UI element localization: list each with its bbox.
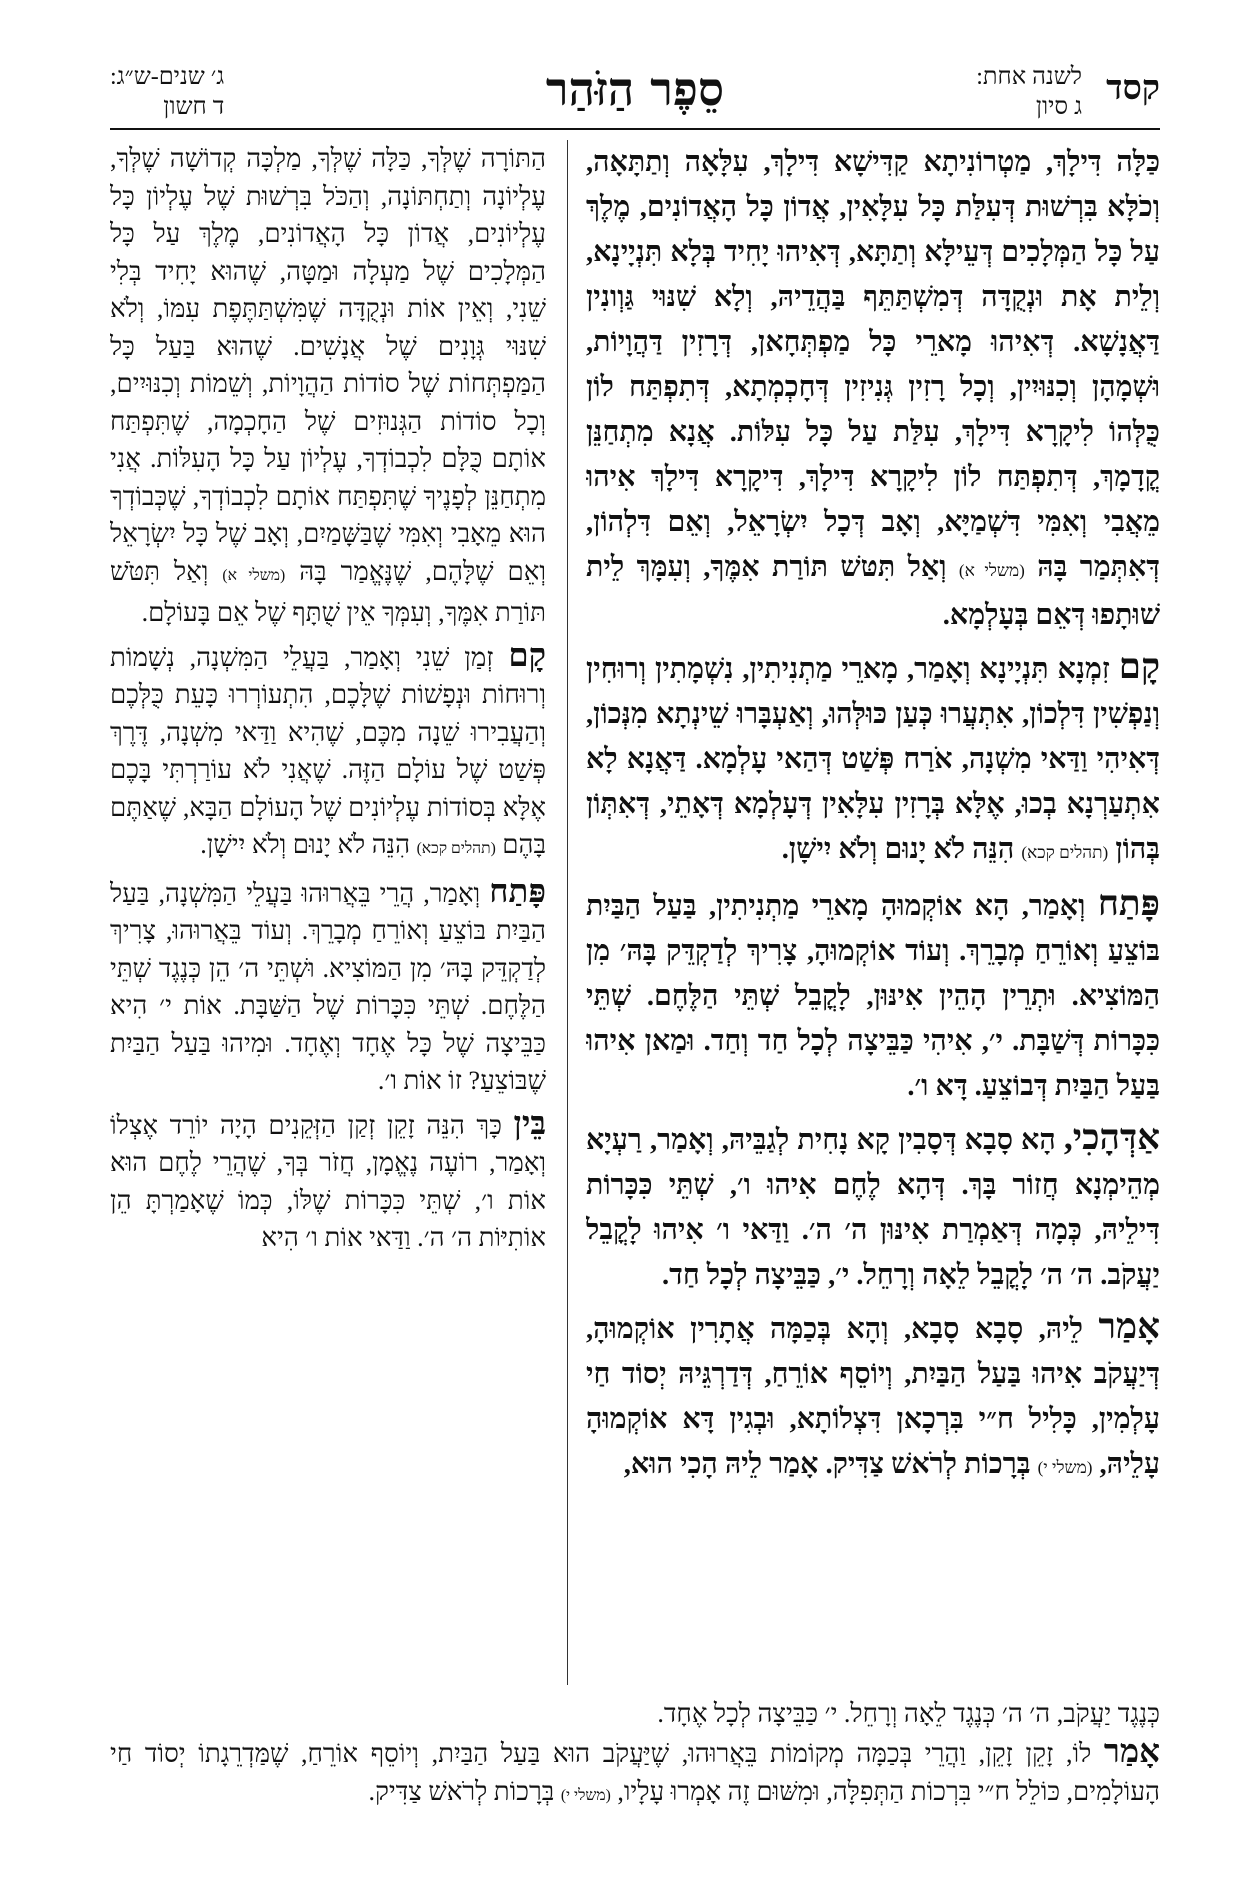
- hebrew-p2-head: קָם: [508, 637, 546, 674]
- hebrew-column: [110, 140, 546, 1695]
- aramaic-column: [586, 140, 1160, 1695]
- hebrew-p1-end: וְאַל תִּטֹּשׁ תּוֹרַת אִמֶּךָ, וְעִמְּךָ אֵין שֻׁתָּף שֶׁל אֵם בָּעוֹלָם.: [110, 556, 546, 627]
- aramaic-p5-text: לֵיהּ, סָבָא סָבָא, וְהָא בְּכַמָּה אֲתָרִין אוֹקְמוּהָ, דְּיַעֲקֹב אִיהוּ בַּעַל הַבַּיִת, וְיוֹסֵף אוֹרֵחַ, דְּדַרְגֵּיהּ יְסוֹד חַי עָלְמִין, כָּלִיל ח״י בִּרְכָאן דִּצְלוֹתָא, וּבְגִין דָּא אוֹקְמוּהָ עָלֵיהּ,: [586, 1314, 1160, 1480]
- bottom-line-1: כְּנֶגֶד יַעֲקֹב, ה׳ ה׳ כְּנֶגֶד לֵאָה וְרָחֵל. י׳ כַּבֵּיצָה לְכָל אֶחָד.: [657, 1699, 1160, 1728]
- aramaic-paragraph-2: [586, 644, 1160, 875]
- hebrew-paragraph-1: [110, 140, 546, 632]
- bottom-paragraph-2: [110, 1733, 1160, 1815]
- aramaic-p4-head: אַדְּהָכִי,: [1063, 1117, 1160, 1157]
- aramaic-p1-ref: (משלי א): [958, 561, 1025, 580]
- aramaic-p3-head: פָּתַח: [1097, 883, 1160, 923]
- aramaic-p2-head: קָם: [1118, 646, 1160, 686]
- aramaic-p5-head: אָמַר: [1098, 1306, 1160, 1346]
- page-header: [110, 62, 1160, 132]
- header-left-line1: ג׳ שנים-ש״ג:: [110, 64, 225, 90]
- aramaic-p2-text: זִמְנָא תִּנְיָינָא וְאָמַר, מָארֵי מַתְנִיתִין, נִשְׁמָתִין וְרוּחִין וְנַפְשִׁין דִּלְכוֹן, אִתְעֲרוּ כְּעַן כּוּלְּהוּ, וְאַעְבָּרוּ שֵׁינְתָא מִנְּכוֹן, דְּאִיהִי וַדַּאי מִשְׁנָה, אֹרַח פְּשַׁט דְּהַאי עָלְמָא. דַּאֲנָא לָא אִתְעַרְנָא בְכוּ, אֶלָּא בְּרָזִין עִלָּאִין דְּעָלְמָא דְּאָתֵי, דְּאִתְּוֹן בְּהוֹן: [586, 654, 1160, 865]
- header-left-block: [110, 62, 224, 122]
- aramaic-paragraph-4: [586, 1115, 1160, 1298]
- aramaic-paragraph-5: [586, 1304, 1160, 1490]
- hebrew-p1-text: הַתּוֹרָה שֶׁלְּךָ, כַּלָּה שֶׁלְּךָ, מַלְכָּה קְדוֹשָׁה שֶׁלְּךָ, עֶלְיוֹנָה וְתַחְתּוֹנָה, וְהַכֹּל בִּרְשׁוּת שֶׁל עֶלְיוֹן כָּל עֶלְיוֹנִים, אֲדוֹן כָּל הָאֲדוֹנִים, מֶלֶךְ עַל כָּל הַמְּלָכִים שֶׁל מַעְלָה וּמַטָּה, שֶׁהוּא יָחִיד בְּלִי שֵׁנִי, וְאֵין אוֹת וּנְקֻדָּה שֶׁמִּשְׁתַּתֶּפֶת עִמּוֹ, וְלֹא שִׁנּוּי גְּוָנִים שֶׁל אֲנָשִׁים. שֶׁהוּא בַּעַל כָּל הַמַּפְתְּחוֹת שֶׁל סוֹדוֹת הַהֲוָיוֹת, וְשֵׁמוֹת וְכִנּוּיִים, וְכָל סוֹדוֹת הַגְּנוּזִים שֶׁל הַחָכְמָה, שֶׁתִּפְתַּח אוֹתָם כֻּלָּם לִכְבוֹדְךָ, עֶלְיוֹן עַל כָּל הָעִלּוֹת. אֲנִי מִתְחַנֵּן לְפָנֶיךָ שֶׁתִּפְתַּח אוֹתָם לִכְבוֹדְךָ, שֶׁכְּבוֹדְךָ הוּא מֵאָבִי וְאִמִּי שֶׁבַּשָּׁמַיִם, וְאָב שֶׁל כָּל יִשְׂרָאֵל וְאֵם שֶׁלָּהֶם, שֶׁנֶּאֱמַר בָּהּ: [110, 144, 546, 586]
- aramaic-p1-text: כַּלָּה דִּילָךְ, מַטְרוֹנִיתָא קַדִּישָׁא דִּילָךְ, עִלָּאָה וְתַתָּאָה, וְכֹלָּא בִּרְשׁוּת דְּעִלַּת כָּל עִלָּאִין, אֲדוֹן כָּל הָאֲדוֹנִים, מֶלֶךְ עַל כָּל הַמְּלָכִים דְּעֵילָּא וְתַתָּא, דְּאִיהוּ יָחִיד בְּלָא תִּנְיָינָא, וְלֵית אָת וּנְקֻדָּה דְּמִשְׁתַּתֵּף בַּהֲדֵיהּ, וְלָא שִׁנּוּי גַּוְונִין דַּאֲנָשָׁא. דְּאִיהוּ מָארֵי כָּל מַפְתְּחָאן, דְּרָזִין דַּהֲוָיוֹת, וּשְׁמָהָן וְכִנּוּיִין, וְכָל רָזִין גְּנִיזִין דְּחָכְמְתָא, דְּתִפְתַּח לוֹן כֻּלְּהוֹ לִיקָרָא דִּילָךְ, עִלַּת עַל כָּל עִלּוֹת. אֲנָא מִתְחַנֵּן קֳדָמָךְ, דְּתִפְתַּח לוֹן לִיקָרָא דִּילָךְ, דִּיקָרָא דִּילָךְ אִיהוּ מֵאֲבִי וְאִמִּי דִּשְׁמַיָּא, וְאָב דְּכָל יִשְׂרָאֵל, וְאֵם דִּלְהוֹן, דְּאִתְּמַר בָּהּ: [586, 147, 1160, 583]
- bottom-p2-end: בְּרָכוֹת לְרֹאשׁ צַדִּיק.: [368, 1777, 555, 1806]
- aramaic-paragraph-1: [586, 140, 1160, 638]
- hebrew-p4-head: בֵּין: [513, 1105, 546, 1142]
- bottom-fullwidth-text: [110, 1695, 1160, 1845]
- aramaic-p5-ref: (משלי י): [1037, 1458, 1093, 1477]
- header-right-line2: ג סיון: [1035, 94, 1082, 120]
- header-rule: [110, 128, 1160, 130]
- aramaic-p2-end: הִנֵּה לֹא יָנוּם וְלֹא יִישָׁן.: [781, 834, 1015, 865]
- aramaic-p4-text: הָא סָבָא דְּסָבִין קָא נָחִית לְגַבֵּיהּ, וְאָמַר, רַעְיָא מְהֵימְנָא חֲזוֹר בָּךְ. דְּהָא לֶחֶם אִיהוּ ו׳, שְׁתֵּי כִּכָּרוֹת דִּילֵיהּ, כְּמָה דְּאַמְרַת אִינּוּן ה׳ ה׳. וַדַּאי ו׳ אִיהוּ לָקֳבֵל יַעֲקֹב. ה׳ ה׳ לָקֳבֵל לֵאָה וְרָחֵל. י׳, כַּבֵּיצָה לְכָל חַד.: [586, 1125, 1160, 1291]
- aramaic-p5-end: בְּרָכוֹת לְרֹאשׁ צַדִּיק. אָמַר לֵיהּ הָכִי הוּא,: [623, 1449, 1031, 1480]
- bottom-p2-text: לוֹ, זָקֵן זָקֵן, וַהֲרֵי בְּכַמָּה מְקוֹמוֹת בֵּאֲרוּהוּ, שֶׁיַּעֲקֹב הוּא בַּעַל הַבַּיִת, וְיוֹסֵף אוֹרֵחַ, שֶׁמַּדְרֵגָתוֹ יְסוֹד חַי הָעוֹלָמִים, כּוֹלֵל ח״י בִּרְכוֹת הַתְּפִלָּה, וּמִשּׁוּם זֶה אָמְרוּ עָלָיו,: [110, 1739, 1160, 1806]
- header-right-line1: לשנה אחת:: [976, 64, 1082, 90]
- hebrew-paragraph-4: [110, 1106, 546, 1257]
- hebrew-paragraph-2: [110, 638, 546, 868]
- bottom-p2-ref: (משלי י): [560, 1787, 611, 1804]
- aramaic-p1-end: וְאַל תִּטּשׁ תּוֹרַת אִמֶּךָ, וְעִמָּךְ לֵית שׁוּתָפוּ דְּאֵם בְּעָלְמָא.: [586, 552, 1160, 631]
- hebrew-p2-end: הִנֵּה לֹא יָנוּם וְלֹא יִישָׁן.: [200, 830, 411, 859]
- bottom-p2-head: אָמַר: [1103, 1734, 1160, 1770]
- column-divider: [567, 140, 568, 1685]
- hebrew-p2-text: זְמַן שֵׁנִי וְאָמַר, בַּעֲלֵי הַמִּשְׁנָה, נְשָׁמוֹת וְרוּחוֹת וּנְפָשׁוֹת שֶׁלָּכֶם, הִתְעוֹרְרוּ כָּעֵת כֻּלְּכֶם וְהַעֲבִירוּ שֵׁנָה מִכֶּם, שֶׁהִיא וַדַּאי מִשְׁנָה, דֶּרֶךְ פְּשַׁט שֶׁל עוֹלָם הַזֶּה. שֶׁאֲנִי לֹא עוֹרַרְתִּי בָּכֶם אֶלָּא בְּסוֹדוֹת עֶלְיוֹנִים שֶׁל הָעוֹלָם הַבָּא, שֶׁאַתֶּם בָּהֶם: [110, 642, 546, 859]
- page-number: קסד: [1106, 70, 1160, 107]
- hebrew-p4-text: כָּךְ הִנֵּה זָקֵן זְקַן הַזְּקֵנִים הָיָה יוֹרֵד אֶצְלוֹ וְאָמַר, רוֹעֶה נֶאֱמָן, חֲזֹר בְּךָ, שֶׁהֲרֵי לֶחֶם הוּא אוֹת ו׳, שְׁתֵּי כִּכָּרוֹת שֶׁלּוֹ, כְּמוֹ שֶׁאָמַרְתָּ הֵן אוֹתִיּוֹת ה׳ ה׳. וַדַּאי אוֹת ו׳ הִיא: [110, 1110, 546, 1252]
- hebrew-p1-ref: (משלי א): [222, 566, 286, 584]
- book-title: סֵפֶר הַזֹּהַר: [545, 62, 725, 116]
- hebrew-paragraph-3: [110, 874, 546, 1100]
- hebrew-p3-text: וְאָמַר, הֲרֵי בֵּאֲרוּהוּ בַּעֲלֵי הַמִּשְׁנָה, בַּעַל הַבַּיִת בּוֹצֵעַ וְאוֹרֵחַ מְבָרֵךְ. וְעוֹד בֵּאֲרוּהוּ, צָרִיךְ לְדַקְדֵּק בָּהּ׳ מִן הַמּוֹצִיא. וּשְׁתֵּי ה׳ הֵן כְּנֶגֶד שְׁתֵּי הַלֶּחֶם. שְׁתֵּי כִּכָּרוֹת שֶׁל הַשַּׁבָּת. אוֹת י׳ הִיא כַּבֵּיצָה שֶׁל כָּל אֶחָד וְאֶחָד. וּמִיהוּ בַּעַל הַבַּיִת שֶׁבּוֹצֵעַ? זוֹ אוֹת ו׳.: [110, 878, 546, 1095]
- hebrew-p3-head: פָּתַח: [489, 873, 546, 910]
- aramaic-p2-ref: (תהלים קכא): [1021, 843, 1109, 862]
- hebrew-p2-ref: (תהלים קכא): [416, 840, 496, 857]
- header-left-line2: ד חשון: [163, 94, 225, 120]
- aramaic-p3-text: וְאָמַר, הָא אוֹקְמוּהָ מָארֵי מַתְנִיתִין, בַּעַל הַבַּיִת בּוֹצֵעַ וְאוֹרֵחַ מְבָרֵךְ. וְעוֹד אוֹקְמוּהָ, צָרִיךְ לְדַקְדֵּק בָּהּ׳ מִן הַמּוֹצִיא. וּתְרֵין הָהֵין אִינּוּן, לָקֳבֵל שְׁתֵּי הַלֶּחֶם. שְׁתֵּי כִּכָּרוֹת דְּשַׁבָּת. י׳, אִיהִי כַּבֵּיצָה לְכָל חַד וְחַד. וּמַאן אִיהוּ בַּעַל הַבַּיִת דְּבוֹצֵעַ. דָּא ו׳.: [586, 891, 1160, 1102]
- aramaic-paragraph-3: [586, 881, 1160, 1109]
